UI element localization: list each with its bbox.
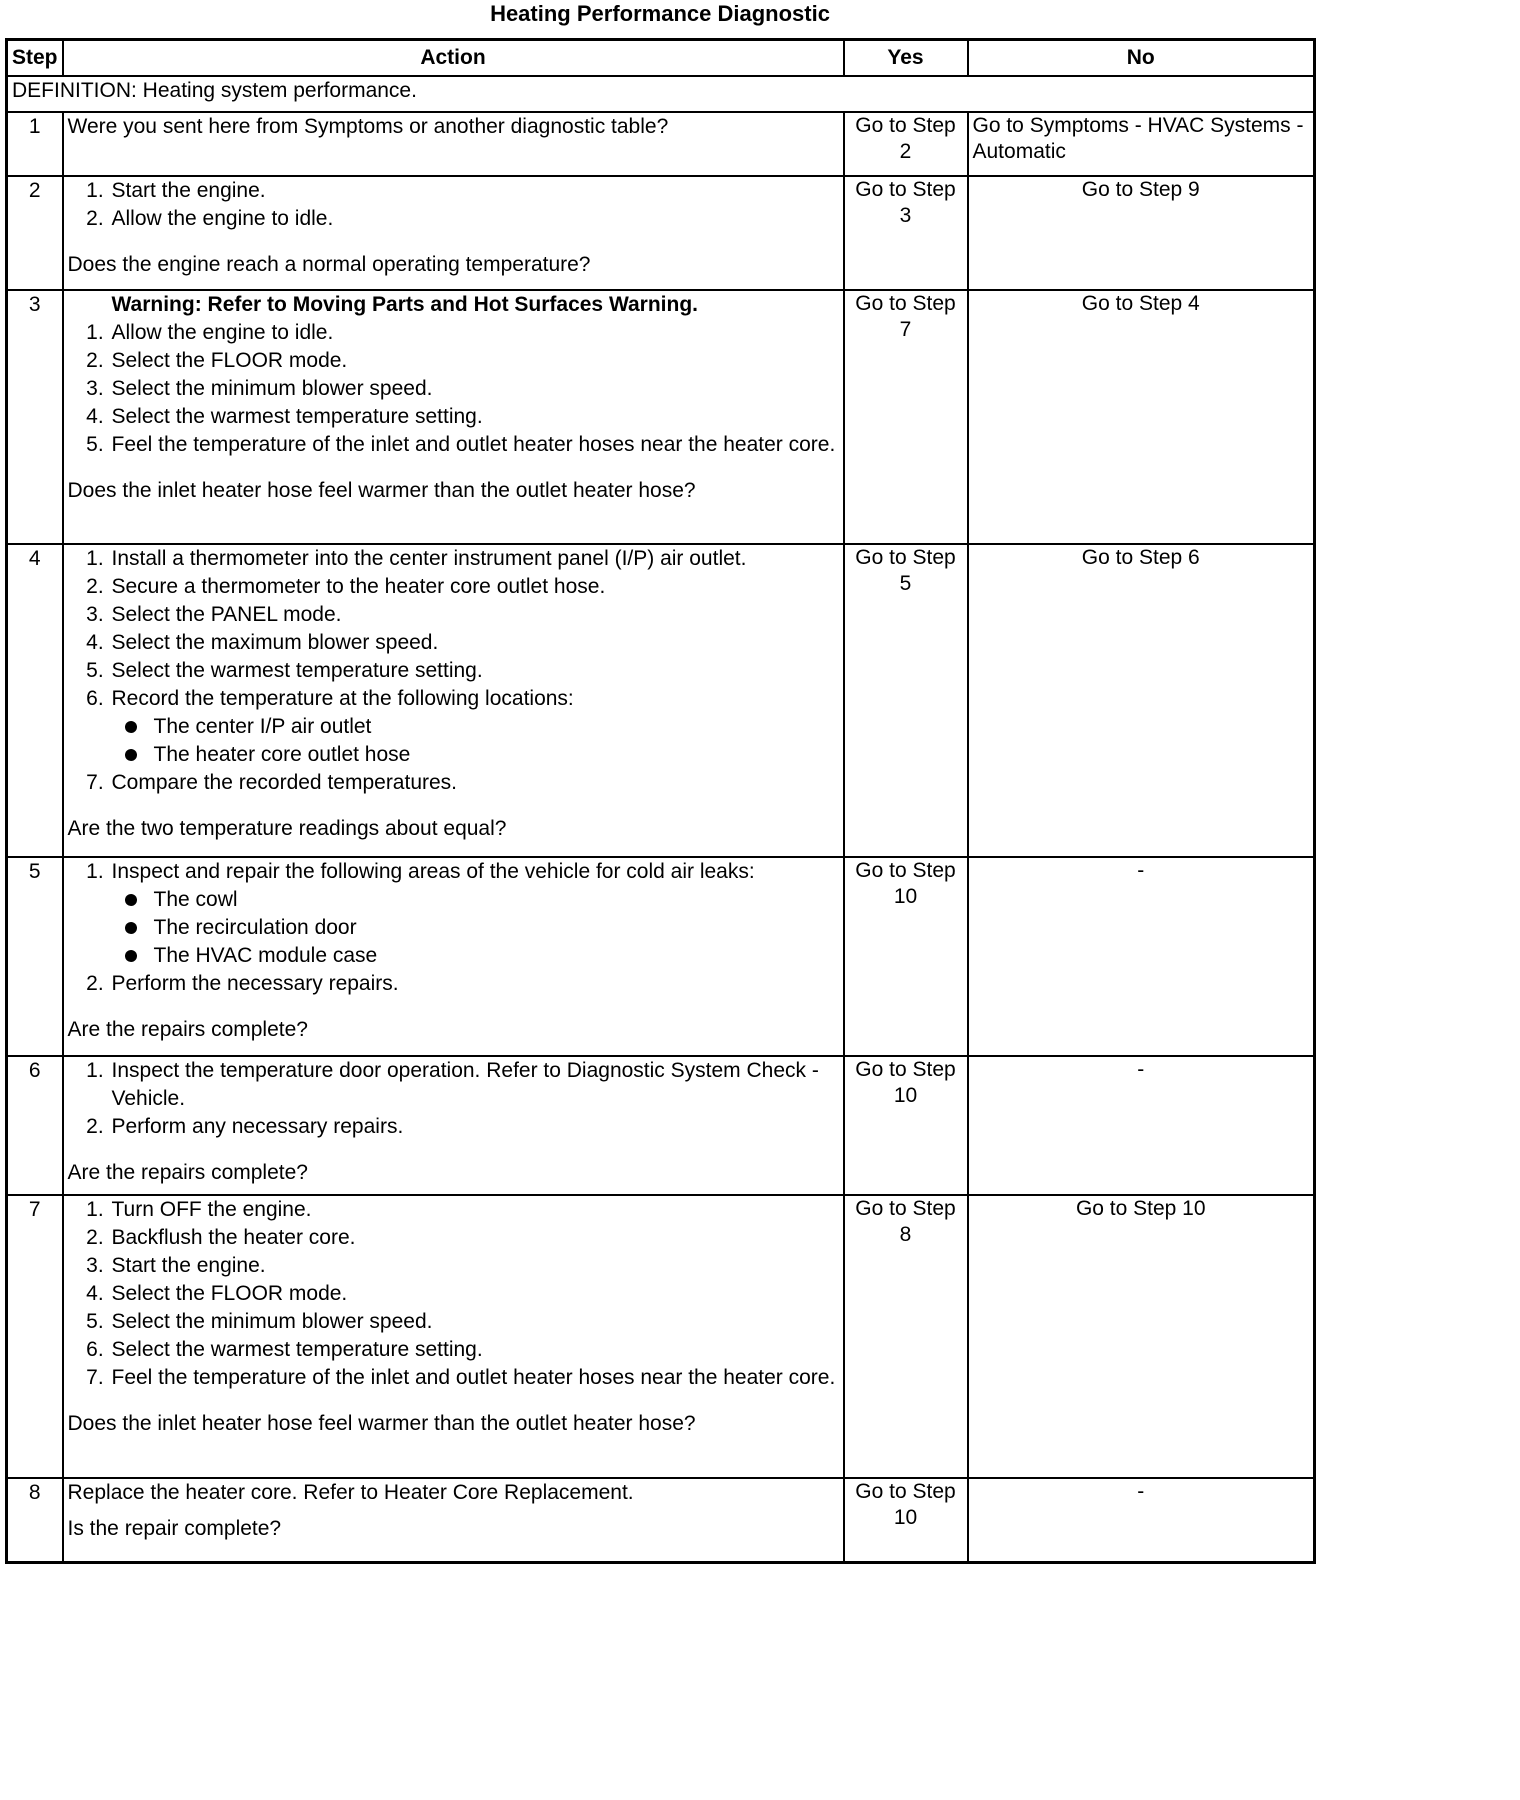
yes-step: 3: [899, 204, 912, 227]
action-cell: [63, 1195, 844, 1478]
procedure-list: [68, 1196, 839, 1392]
bullet-item: [154, 914, 839, 942]
yes-cell: [844, 1195, 968, 1478]
yes-label: Go to Step: [855, 1197, 956, 1220]
list-item: 2. Secure a thermometer to the heater core outlet hose.: [110, 573, 839, 601]
bullet-icon: [125, 950, 137, 962]
bullet-text: The cowl: [153, 888, 238, 911]
action-cell: [63, 176, 844, 290]
bullet-text: The HVAC module case: [153, 944, 378, 967]
no-cell: Go to Step 4: [968, 290, 1315, 544]
yes-step: 8: [899, 1223, 912, 1246]
list-item: 4. Select the FLOOR mode.: [110, 1280, 839, 1308]
question-text: Does the inlet heater hose feel warmer than the outlet heater hose?: [67, 479, 696, 502]
list-item: 3. Start the engine.: [110, 1252, 839, 1280]
yes-step: 7: [899, 318, 912, 341]
yes-label: Go to Step: [855, 1058, 956, 1081]
action-cell: [63, 290, 844, 544]
list-item: 2. Backflush the heater core.: [110, 1224, 839, 1252]
bullet-text: The heater core outlet hose: [153, 743, 411, 766]
table-row: [7, 1195, 1315, 1478]
no-cell: -: [968, 857, 1315, 1056]
bullet-item: [154, 741, 839, 769]
list-item: [110, 685, 839, 769]
bullet-item: [154, 886, 839, 914]
no-cell: Go to Step 9: [968, 176, 1315, 290]
step-number: 6: [7, 1056, 63, 1195]
list-item: 3. Select the PANEL mode.: [110, 601, 839, 629]
no-cell: -: [968, 1056, 1315, 1195]
yes-cell: [844, 1478, 968, 1562]
list-item: 6. Select the warmest temperature setting.: [110, 1336, 839, 1364]
list-item: 1. Allow the engine to idle.: [110, 319, 839, 347]
header-no: No: [968, 40, 1315, 77]
yes-label: Go to Step: [855, 546, 956, 569]
yes-step: 10: [893, 885, 918, 908]
bullet-list: [112, 713, 839, 769]
procedure-list: [68, 319, 839, 459]
list-item: 1. Start the engine.: [110, 177, 839, 205]
page-title: Heating Performance Diagnostic: [490, 1, 830, 26]
question-text: Does the engine reach a normal operating temperature?: [67, 253, 591, 276]
yes-step: 10: [893, 1084, 918, 1107]
question-text: Does the inlet heater hose feel warmer than the outlet heater hose?: [67, 1412, 696, 1435]
question-text: Are the repairs complete?: [67, 1161, 308, 1184]
list-item: 4. Select the warmest temperature setting.: [110, 403, 839, 431]
yes-cell: [844, 544, 968, 857]
no-cell: Go to Step 6: [968, 544, 1315, 857]
list-item: 2. Perform the necessary repairs.: [110, 970, 839, 998]
no-cell: Go to Symptoms - HVAC Systems - Automatic: [968, 112, 1315, 176]
procedure-list: [68, 177, 839, 233]
action-cell: [63, 1478, 844, 1562]
definition-row: [7, 76, 1315, 112]
header-step: Step: [7, 40, 63, 77]
step-number: 7: [7, 1195, 63, 1478]
step-number: 3: [7, 290, 63, 544]
question-text: Is the repair complete?: [67, 1517, 282, 1540]
step-number: 2: [7, 176, 63, 290]
action-cell: [63, 1056, 844, 1195]
yes-step: 10: [893, 1506, 918, 1529]
table-row: [7, 290, 1315, 544]
list-item: 7. Compare the recorded temperatures.: [110, 769, 839, 797]
action-cell: [63, 857, 844, 1056]
list-item: 1. Turn OFF the engine.: [110, 1196, 839, 1224]
list-item: 5. Select the minimum blower speed.: [110, 1308, 839, 1336]
yes-step: 2: [899, 140, 912, 163]
warning-text: Warning: Refer to Moving Parts and Hot Surfaces Warning.: [111, 293, 698, 316]
step-number: 5: [7, 857, 63, 1056]
table-row: [7, 1056, 1315, 1195]
question-text: Are the repairs complete?: [67, 1018, 308, 1041]
yes-label: Go to Step: [855, 859, 956, 882]
bullet-item: [154, 942, 839, 970]
definition-text: DEFINITION: Heating system performance.: [7, 76, 1315, 112]
yes-cell: [844, 112, 968, 176]
procedure-list: [68, 545, 839, 797]
list-item: 7. Feel the temperature of the inlet and outlet heater hoses near the heater core.: [110, 1364, 839, 1392]
yes-label: Go to Step: [855, 114, 956, 137]
step-number: 8: [7, 1478, 63, 1562]
statement-text: Replace the heater core. Refer to Heater Core Replacement.: [67, 1481, 634, 1504]
header-row: [7, 40, 1315, 77]
list-item: 2. Select the FLOOR mode.: [110, 347, 839, 375]
list-item: 5. Feel the temperature of the inlet and outlet heater hoses near the heater core.: [110, 431, 839, 459]
yes-label: Go to Step: [855, 292, 956, 315]
list-item: 5. Select the warmest temperature setting.: [110, 657, 839, 685]
table-row: [7, 176, 1315, 290]
list-item-text: Inspect and repair the following areas of the vehicle for cold air leaks:: [111, 860, 755, 883]
table-row: [7, 544, 1315, 857]
table-row: [7, 857, 1315, 1056]
yes-cell: [844, 290, 968, 544]
table-row: [7, 1478, 1315, 1562]
list-item-text: Record the temperature at the following locations:: [111, 687, 574, 710]
bullet-icon: [125, 894, 137, 906]
header-action: Action: [63, 40, 844, 77]
question-text: Were you sent here from Symptoms or another diagnostic table?: [67, 115, 669, 138]
step-number: 1: [7, 112, 63, 176]
list-item: 1. Inspect the temperature door operation. Refer to Diagnostic System Check - Vehicle.: [110, 1057, 839, 1113]
bullet-icon: [125, 922, 137, 934]
no-cell: -: [968, 1478, 1315, 1562]
step-number: 4: [7, 544, 63, 857]
bullet-text: The recirculation door: [153, 916, 357, 939]
yes-cell: [844, 1056, 968, 1195]
yes-label: Go to Step: [855, 1480, 956, 1503]
list-item: 2. Perform any necessary repairs.: [110, 1113, 839, 1141]
procedure-list: [68, 858, 839, 998]
bullet-icon: [125, 721, 137, 733]
list-item: 2. Allow the engine to idle.: [110, 205, 839, 233]
bullet-icon: [125, 749, 137, 761]
list-item: 1. Install a thermometer into the center instrument panel (I/P) air outlet.: [110, 545, 839, 573]
action-cell: [63, 112, 844, 176]
header-yes: Yes: [844, 40, 968, 77]
diagnostic-table: [5, 38, 1316, 1564]
procedure-list: [68, 1057, 839, 1141]
list-item: [110, 858, 839, 970]
yes-cell: [844, 857, 968, 1056]
bullet-text: The center I/P air outlet: [153, 715, 372, 738]
no-cell: Go to Step 10: [968, 1195, 1315, 1478]
bullet-list: [112, 886, 839, 970]
yes-label: Go to Step: [855, 178, 956, 201]
question-text: Are the two temperature readings about equal?: [67, 817, 507, 840]
table-row: [7, 112, 1315, 176]
yes-step: 5: [899, 572, 912, 595]
yes-cell: [844, 176, 968, 290]
action-cell: [63, 544, 844, 857]
list-item: 3. Select the minimum blower speed.: [110, 375, 839, 403]
list-item: 4. Select the maximum blower speed.: [110, 629, 839, 657]
bullet-item: [154, 713, 839, 741]
